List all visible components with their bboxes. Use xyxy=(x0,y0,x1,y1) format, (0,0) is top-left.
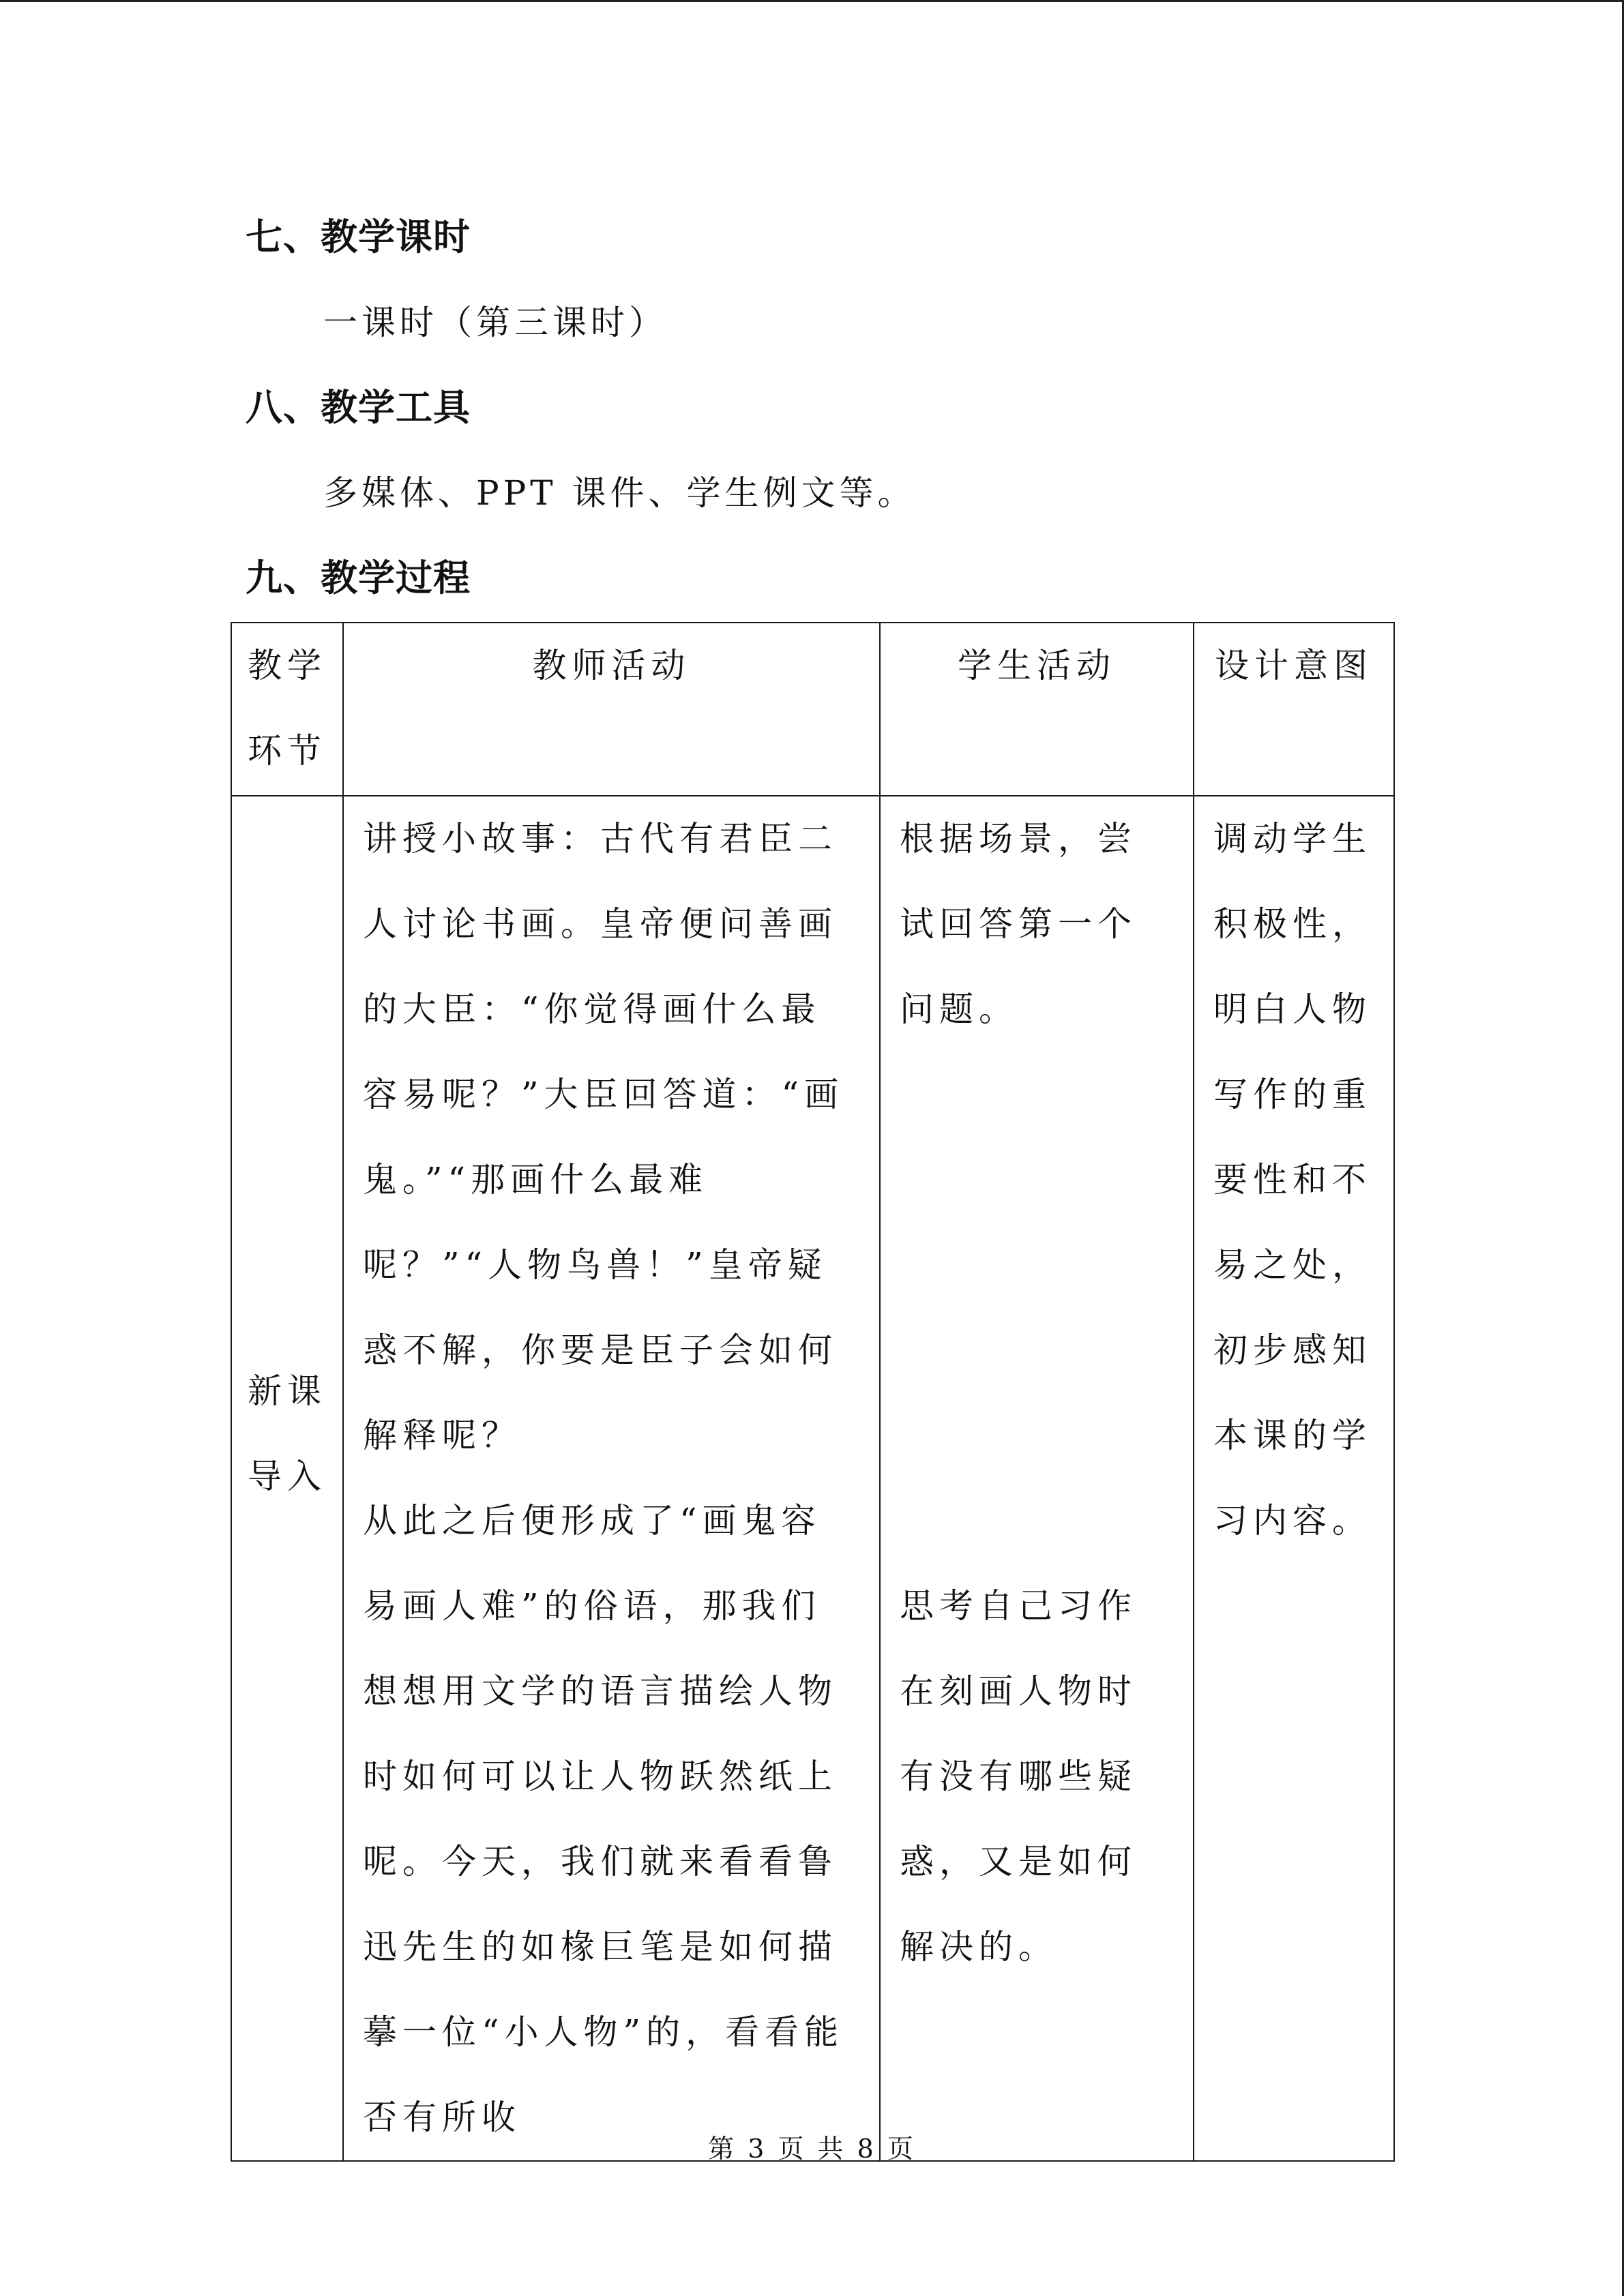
stage-label: 新课导入 xyxy=(248,1371,327,1496)
teacher-activity-text: 讲授小故事：古代有君臣二人讨论书画。皇帝便问善画的大臣：“你觉得画什么最容易呢？”大臣回答道：“画鬼。”“那画什么最难呢？”“人物鸟兽！”皇帝疑惑不解，你要是臣子会如何解释呢？ 从此之后便形成了“画鬼容易画人难”的俗语，那我们想想用文学的语言描绘人物时如何可以让人物跃然纸上呢。今天，我们就来看看鲁迅先生的如椽巨笔是如何描摹一位“小人物”的，看看能否有所收 xyxy=(363,819,844,2137)
table-row xyxy=(231,796,1394,2161)
stage-cell xyxy=(231,796,343,2161)
page-number-footer: 第 3 页 共 8 页 xyxy=(708,2134,916,2164)
section-7-heading: 七、教学课时 xyxy=(246,215,471,258)
header-stage: 教学环节 xyxy=(231,623,343,796)
section-8-text: 多媒体、PPT 课件、学生例文等。 xyxy=(323,473,916,513)
page-top-border xyxy=(0,0,1624,2)
teacher-activity-cell xyxy=(343,796,880,2161)
design-intent-cell xyxy=(1194,796,1394,2161)
section-9-heading: 九、教学过程 xyxy=(246,556,471,599)
teaching-process-table xyxy=(231,622,1395,2162)
header-teacher-activity: 教师活动 xyxy=(343,623,880,796)
header-design-intent: 设计意图 xyxy=(1194,623,1394,796)
student-activity-cell xyxy=(880,796,1194,2161)
section-8-heading: 八、教学工具 xyxy=(246,386,471,429)
section-7-text: 一课时（第三课时） xyxy=(323,303,667,342)
student-activity-text: 根据场景，尝试回答第一个问题。 思考自己习作在刻画人物时有没有哪些疑惑，又是如何解决的。 xyxy=(900,819,1137,1967)
table-header-row xyxy=(231,623,1394,796)
header-student-activity: 学生活动 xyxy=(880,623,1194,796)
design-intent-text: 调动学生积极性，明白人物写作的重要性和不易之处，初步感知本课的学习内容。 xyxy=(1213,819,1372,1540)
